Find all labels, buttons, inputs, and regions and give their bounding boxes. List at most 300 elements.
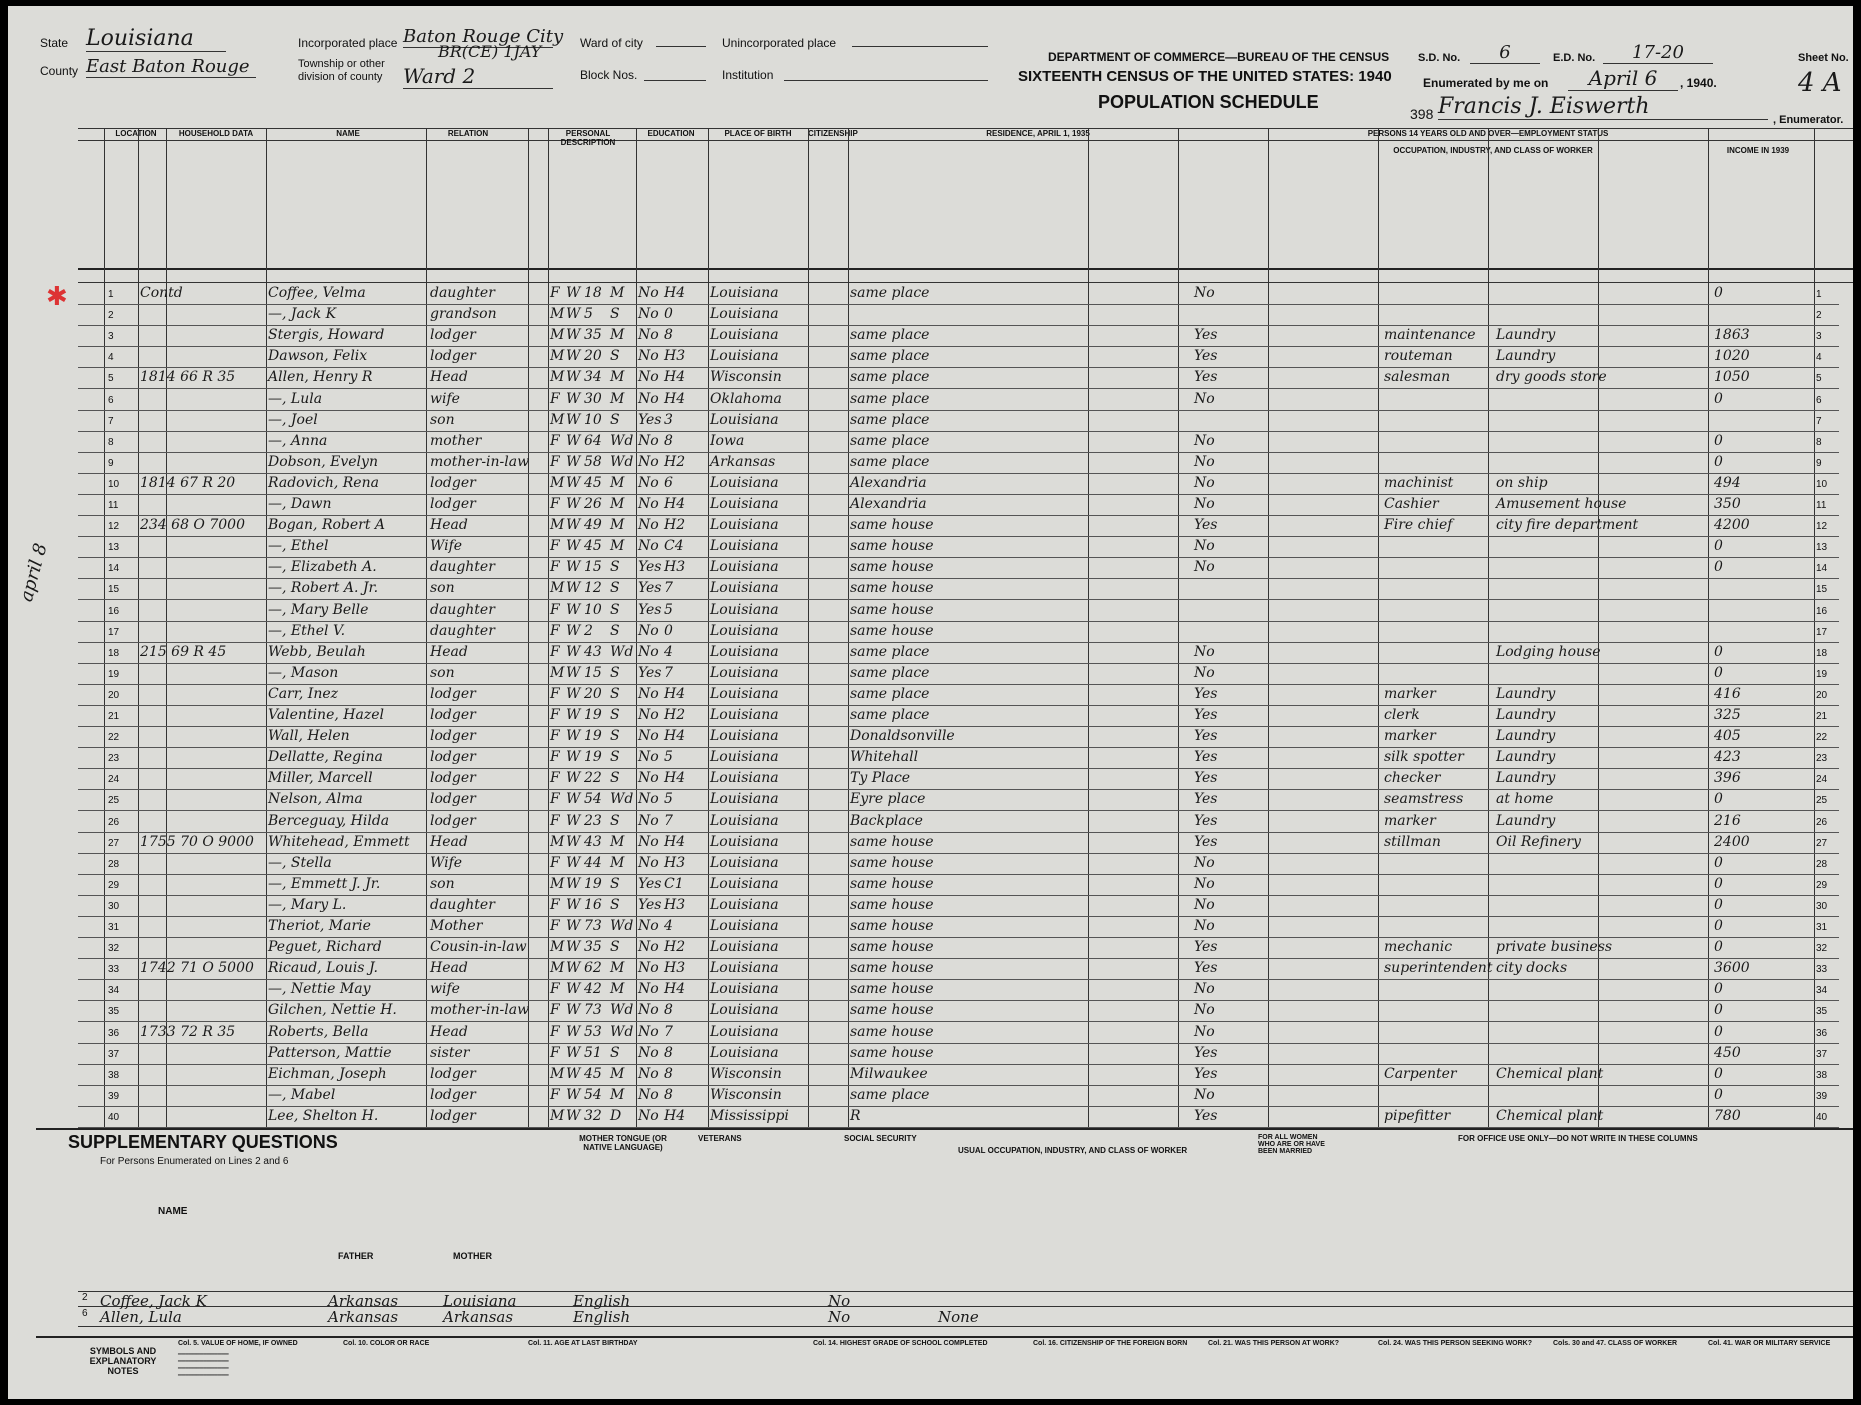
cell-sex: F [550,854,560,871]
line-number-right: 11 [1816,500,1827,511]
cell-res: same house [850,622,934,639]
cell-res: same house [850,580,934,597]
cell-age: 45 [584,538,602,555]
cell-res: same place [850,411,930,428]
line-number-right: 28 [1816,858,1828,870]
cell-res: same place [850,432,930,449]
cell-emp: Yes [1194,327,1218,344]
cell-bp: Louisiana [710,707,779,723]
cell-gr: H4 [664,728,686,745]
cell-sch: Yes [638,580,662,597]
cell-name: —, Mabel [268,1086,336,1103]
cell-ind: Chemical plant [1496,1107,1604,1124]
cell-inc: 494 [1714,474,1741,491]
cell-sch: No [638,707,659,723]
cell-n: 14 [108,563,120,575]
cell-gr: 8 [664,1065,673,1082]
cell-gr: H4 [664,496,686,512]
cell-race: W [566,981,581,998]
cell-ms: M [610,981,625,998]
cell-race: W [566,707,581,723]
cell-bp: Louisiana [710,981,779,998]
cell-ms: S [610,728,620,745]
cell-name: Whitehead, Emmett [268,833,410,850]
cell-race: W [566,1086,581,1103]
cell-emp: Yes [1194,812,1218,829]
cell-name: —, Mason [268,664,339,681]
cell-inc: 2400 [1714,833,1750,850]
cell-ms: S [610,685,620,702]
cell-bp: Louisiana [710,411,779,428]
cell-n: 25 [108,795,120,807]
cell-res: same house [850,517,934,534]
cell-name: —, Ethel [268,538,329,555]
cell-loc: 1814 66 R 35 [140,369,236,386]
line-number-right: 35 [1816,1006,1828,1018]
cell-loc: 1742 71 O 5000 [140,960,254,977]
cell-age: 54 [584,1086,602,1103]
line-number-right: 34 [1816,985,1828,997]
cell-name: Dawson, Felix [268,348,368,365]
hdr-occupation: OCCUPATION, INDUSTRY, AND CLASS OF WORKER [1393,146,1593,155]
line-number-right: 14 [1816,563,1828,575]
cell-emp: Yes [1194,369,1218,386]
cell-name: Radovich, Rena [268,474,379,491]
cell-ms: M [610,496,625,512]
cell-name: —, Ethel V. [268,622,346,639]
cell-inc: 416 [1714,685,1741,702]
cell-age: 26 [584,496,602,512]
cell-age: 22 [584,770,602,787]
cell-ms: D [610,1107,622,1124]
cell-race: W [566,411,581,428]
cell-race: W [566,517,581,534]
cell-bp: Louisiana [710,538,779,555]
cell-ms: Wd [610,432,634,449]
cell-age: 12 [584,580,602,597]
enumerator-label: , Enumerator. [1773,114,1844,126]
table-row [104,474,1839,495]
cell-gr: H2 [664,939,686,956]
cell-n: 37 [108,1048,120,1060]
cell-name: —, Dawn [268,496,332,512]
cell-bp: Arkansas [710,453,776,470]
cell-gr: 8 [664,1002,673,1019]
line-number-right: 33 [1816,964,1828,976]
cell-loc: Contd [140,285,183,301]
cell-n: 32 [108,943,120,955]
cell-sex: F [550,285,560,301]
cell-rel: lodger [430,348,476,365]
cell-bp: Wisconsin [710,369,782,386]
cell-sch: No [638,369,659,386]
cell-name: Valentine, Hazel [268,707,384,723]
supp-col-office: FOR OFFICE USE ONLY—DO NOT WRITE IN THESE COLUMNS [1458,1134,1698,1143]
cell-age: 43 [584,833,602,850]
cell-ms: M [610,474,625,491]
cell-age: 20 [584,348,602,365]
cell-inc: 0 [1714,1065,1723,1082]
cell-race: W [566,474,581,491]
cell-sex: F [550,453,560,470]
cell-res: same house [850,1044,934,1061]
cell-race: W [566,812,581,829]
cell-rel: Mother [430,918,483,934]
cell-gr: H3 [664,348,686,365]
cell-inc: 0 [1714,1086,1723,1103]
cell-res: same house [850,601,934,618]
cell-rel: mother [430,432,482,449]
hdr-education: EDUCATION [647,129,695,138]
cell-rel: lodger [430,685,476,702]
state-label: State [40,36,69,50]
cell-n: 2 [108,310,114,322]
cell-rel: Cousin-in-law [430,939,527,956]
cell-n: 27 [108,837,120,849]
cell-occ: mechanic [1384,939,1453,956]
cell-age: 44 [584,854,602,871]
cell-ms: M [610,1065,625,1082]
line-number-right: 38 [1816,1069,1828,1081]
cell-rel: lodger [430,1107,476,1124]
cell-rel: Head [430,1023,468,1040]
cell-gr: H4 [664,685,686,702]
cell-age: 30 [584,390,602,407]
cell-sex: F [550,601,560,618]
cell-age: 15 [584,664,602,681]
cell-sex: M [550,580,565,597]
cell-res: same house [850,538,934,555]
cell-res: same place [850,453,930,470]
cell-age: 35 [584,939,602,956]
cell-rel: son [430,580,455,597]
cell-name: —, Nettie May [268,981,371,998]
cell-n: 11 [108,500,119,511]
table-row [104,1001,1839,1022]
table-row [104,812,1839,833]
cell-loc: 234 68 O 7000 [140,517,245,534]
cell-ind: Laundry [1496,770,1556,787]
cell-bp: Louisiana [710,517,779,534]
table-row [104,685,1839,706]
cell-ms: S [610,348,620,365]
cell-sch: No [638,538,659,555]
cell-sex: M [550,1065,565,1082]
cell-sex: M [550,1107,565,1124]
cell-n: 21 [108,711,120,722]
cell-sch: Yes [638,559,662,576]
cell-bp: Louisiana [710,685,779,702]
cell-ms: M [610,1086,625,1103]
line-number-right: 6 [1816,394,1822,406]
table-row [104,664,1839,685]
table-row [104,432,1839,453]
incorporated-value: Baton Rouge City [403,26,564,47]
hdr-personal: PERSONAL DESCRIPTION [560,129,616,147]
cell-ms: S [610,559,620,576]
cell-inc: 1863 [1714,327,1750,344]
cell-res: same place [850,643,930,660]
incorporated-label: Incorporated place [298,36,398,50]
cell-rel: lodger [430,749,476,766]
cell-rel: mother-in-law [430,453,530,470]
cell-ms: Wd [610,918,634,934]
cell-race: W [566,601,581,618]
cell-rel: wife [430,390,460,407]
cell-sch: Yes [638,411,662,428]
cell-sch: Yes [638,896,662,913]
cell-sch: Yes [638,664,662,681]
line-number-right: 32 [1816,943,1828,955]
cell-ms: S [610,896,620,913]
hdr-name: NAME [336,129,360,138]
cell-bp: Mississippi [710,1107,789,1124]
table-row [104,833,1839,854]
cell-n: 7 [108,415,114,427]
table-row [104,601,1839,622]
footer-col14: Col. 14. HIGHEST GRADE OF SCHOOL COMPLETED [813,1340,988,1347]
cell-gr: 5 [664,601,673,618]
cell-sch: No [638,1086,659,1103]
sheet-value: 4 A [1798,68,1842,98]
line-number-right: 15 [1816,584,1828,596]
cell-gr: 0 [664,622,673,639]
cell-age: 20 [584,685,602,702]
cell-ind: Laundry [1496,812,1556,829]
cell-ms: S [610,411,620,428]
cell-bp: Louisiana [710,622,779,639]
cell-sex: M [550,474,565,491]
cell-age: 53 [584,1023,602,1040]
cell-sex: F [550,812,560,829]
line-number-right: 26 [1816,816,1828,828]
cell-sex: F [550,728,560,745]
hdr-household: HOUSEHOLD DATA [178,129,254,138]
cell-age: 19 [584,707,602,723]
ed-value: 17-20 [1603,42,1713,64]
cell-emp: Yes [1194,728,1218,745]
cell-occ: routeman [1384,348,1453,365]
cell-sch: Yes [638,875,662,892]
cell-inc: 405 [1714,728,1741,745]
cell-sex: F [550,685,560,702]
cell-res: same place [850,327,930,344]
cell-bp: Louisiana [710,770,779,787]
cell-res: same house [850,875,934,892]
table-row [104,790,1839,811]
cell-ind: Oil Refinery [1496,833,1581,850]
cell-n: 29 [108,879,120,891]
cell-occ: stillman [1384,833,1441,850]
line-number-right: 10 [1816,478,1828,490]
cell-sch: No [638,517,659,534]
cell-rel: Head [430,369,468,386]
cell-sex: F [550,749,560,766]
cell-name: —, Lula [268,390,323,407]
cell-emp: Yes [1194,1065,1218,1082]
cell-sex: F [550,559,560,576]
cell-gr: 7 [664,664,673,681]
table-row [104,537,1839,558]
cell-inc: 423 [1714,749,1741,766]
cell-emp: Yes [1194,1044,1218,1061]
cell-name: Patterson, Mattie [268,1044,392,1061]
cell-gr: 7 [664,580,673,597]
hdr-income: INCOME IN 1939 [1726,146,1790,155]
supp-cell-tongue: English [573,1292,631,1310]
department-title: DEPARTMENT OF COMMERCE—BUREAU OF THE CENSUS [1048,50,1390,64]
cell-age: 19 [584,728,602,745]
cell-sex: M [550,960,565,977]
cell-res: same house [850,981,934,998]
cell-rel: daughter [430,896,495,913]
sheet-label: Sheet No. [1798,52,1849,64]
cell-sex: M [550,875,565,892]
cell-sch: No [638,685,659,702]
cell-ind: Chemical plant [1496,1065,1604,1082]
cell-ms: S [610,812,620,829]
cell-inc: 216 [1714,812,1741,829]
cell-rel: daughter [430,601,495,618]
cell-sch: No [638,1044,659,1061]
cell-gr: 4 [664,918,673,934]
cell-ind: Laundry [1496,348,1556,365]
cell-n: 36 [108,1027,120,1039]
supp-cell-name: Coffee, Jack K [100,1292,207,1310]
state-value: Louisiana [86,26,226,52]
cell-ind: Laundry [1496,728,1556,745]
table-row [104,896,1839,917]
cell-res: Alexandria [850,496,927,512]
cell-inc: 325 [1714,707,1741,723]
cell-inc: 0 [1714,664,1723,681]
cell-race: W [566,1065,581,1082]
cell-sch: No [638,981,659,998]
cell-age: 2 [584,622,593,639]
cell-emp: No [1194,1023,1215,1040]
cell-ms: Wd [610,453,634,470]
table-row [104,579,1839,600]
cell-res: Alexandria [850,474,927,491]
cell-ms: S [610,580,620,597]
footer-col24: Col. 24. WAS THIS PERSON SEEKING WORK? [1378,1340,1533,1347]
cell-rel: lodger [430,791,476,808]
cell-age: 73 [584,1002,602,1019]
cell-n: 18 [108,647,120,659]
cell-sch: No [638,833,659,850]
cell-ms: M [610,960,625,977]
cell-rel: lodger [430,728,476,745]
cell-emp: Yes [1194,939,1218,956]
table-row [104,411,1839,432]
cell-n: 24 [108,774,120,786]
supp-cell-n: 6 [82,1308,88,1319]
cell-loc: 1814 67 R 20 [140,474,236,491]
cell-inc: 0 [1714,896,1723,913]
cell-sex: F [550,1044,560,1061]
line-number-right: 30 [1816,900,1828,912]
cell-race: W [566,1107,581,1124]
cell-sch: No [638,749,659,766]
cell-loc: 1733 72 R 35 [140,1023,236,1040]
table-row [104,769,1839,790]
cell-inc: 1020 [1714,348,1750,365]
cell-occ: Carpenter [1384,1065,1457,1082]
cell-bp: Louisiana [710,664,779,681]
cell-ms: M [610,517,625,534]
cell-name: Webb, Beulah [268,643,366,660]
cell-gr: H4 [664,981,686,998]
cell-sex: M [550,664,565,681]
cell-inc: 0 [1714,981,1723,998]
cell-sex: F [550,707,560,723]
county-value: East Baton Rouge [86,56,256,78]
line-number-right: 27 [1816,837,1828,849]
line-number-right: 1 [1816,289,1822,300]
cell-rel: lodger [430,474,476,491]
cell-inc: 1050 [1714,369,1750,386]
footer-col41: Col. 41. WAR OR MILITARY SERVICE [1708,1340,1831,1347]
cell-age: 51 [584,1044,602,1061]
cell-sch: No [638,643,659,660]
cell-n: 35 [108,1006,120,1018]
cell-res: same place [850,685,930,702]
footer-col11: Col. 11. AGE AT LAST BIRTHDAY [528,1340,638,1347]
cell-gr: 8 [664,327,673,344]
cell-emp: No [1194,474,1215,491]
cell-ms: S [610,601,620,618]
cell-name: Berceguay, Hilda [268,812,390,829]
cell-age: 10 [584,411,602,428]
table-row [104,917,1839,938]
cell-inc: 4200 [1714,517,1750,534]
cell-bp: Louisiana [710,939,779,956]
cell-bp: Louisiana [710,1044,779,1061]
cell-race: W [566,643,581,660]
line-number-right: 24 [1816,774,1828,786]
cell-gr: H2 [664,453,686,470]
cell-sex: F [550,981,560,998]
cell-rel: grandson [430,306,497,323]
cell-gr: H4 [664,369,686,386]
cell-ms: S [610,622,620,639]
cell-res: same place [850,664,930,681]
cell-inc: 0 [1714,432,1723,449]
cell-bp: Louisiana [710,791,779,808]
line-number-right: 7 [1816,415,1822,427]
cell-ms: S [610,1044,620,1061]
cell-res: same place [850,348,930,365]
cell-sch: No [638,496,659,512]
cell-name: Eichman, Joseph [268,1065,387,1082]
cell-n: 9 [108,457,114,469]
line-number-right: 21 [1816,711,1828,722]
township-value: Ward 2 [403,64,553,89]
line-number-right: 39 [1816,1090,1828,1102]
cell-name: Coffee, Velma [268,285,366,301]
cell-inc: 0 [1714,643,1723,660]
cell-res: same place [850,707,930,723]
cell-name: —, Emmett J. Jr. [268,875,381,892]
institution-line [784,80,988,81]
cell-sex: F [550,1023,560,1040]
cell-occ: marker [1384,728,1436,745]
cell-emp: Yes [1194,960,1218,977]
symbols-title: SYMBOLS AND EXPLANATORY NOTES [89,1346,157,1376]
cell-res: same house [850,960,934,977]
line-number-right: 40 [1816,1111,1828,1123]
cell-rel: daughter [430,285,495,301]
